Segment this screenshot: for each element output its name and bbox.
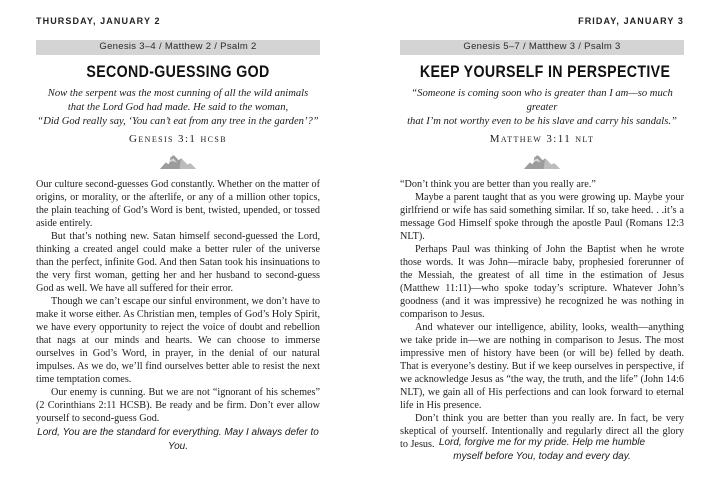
prayer-line: Lord, You are the standard for everything. May I always defer to You.	[37, 427, 319, 452]
scripture-quote	[400, 87, 684, 129]
body-paragraph: But that’s nothing new. Satan himself second-guessed the Lord, thinking a created angel could make a better ruler of the universe than the perfect, infinite God. And then Satan took his insinuations to the very first woman, getting her and her husband to second-guess God as well. We have all suffered for their error.	[36, 231, 320, 294]
devotion-body	[36, 178, 320, 425]
body-paragraph: And whatever our intelligence, ability, looks, wealth—anything we take pride in—we are nothing in comparison to Jesus. The most impressive men of history have been (or will be) felled by death. That is everyone’s destiny. But if we keep ourselves in perspective, if we acknowledge Jesus as “the way, the truth, and the life” (John 14:6 NLT), we gain all of His perfections and can look forward to eternal life in His presence.	[400, 322, 684, 411]
prayer-line: myself before You, today and every day.	[453, 451, 631, 462]
scripture-citation: Genesis 3:1 hcsb	[129, 133, 227, 145]
prayer-text	[400, 436, 684, 464]
body-paragraph: Maybe a parent taught that as you were growing up. Maybe your girlfriend or wife has said something similar. If so, take heed. . .it’s a message God Himself spoke through the apostle Paul (Romans 12:3 NLT).	[400, 192, 684, 242]
scripture-citation: Matthew 3:11 nlt	[489, 133, 595, 145]
date-heading: THURSDAY, JANUARY 2	[36, 16, 161, 26]
devotion-title: SECOND-GUESSING GOD	[86, 63, 270, 81]
body-paragraph: Our culture second-guesses God constantly. Whether on the matter of origins, or morality, or the afterlife, or any of a million other topics, the plain teaching of God’s Word is bent, twisted, upended, or tossed aside entirely.	[36, 179, 320, 229]
body-paragraph: “Don’t think you are better than you really are.”	[400, 179, 596, 190]
date-heading: FRIDAY, JANUARY 3	[578, 16, 684, 26]
right-page	[360, 0, 720, 504]
scripture-line: “Someone is coming soon who is greater than I am—so much greater	[411, 88, 673, 113]
prayer-line: Lord, forgive me for my pride. Help me humble	[438, 437, 646, 448]
scripture-line: “Did God really say, ‘You can’t eat from any tree in the garden’?”	[37, 116, 319, 127]
scripture-quote	[36, 87, 320, 129]
reading-reference-bar: Genesis 5–7 / Matthew 3 / Psalm 3	[400, 40, 684, 55]
scripture-line: that I’m not worthy even to be his slave and carry his sandals.”	[407, 116, 677, 127]
mountain-icon	[524, 152, 560, 169]
mountain-icon	[160, 152, 196, 169]
body-paragraph: Don’t think you are better than you really are. In fact, be very skeptical of yourself. Intentionally and regularly direct all the glory to Jesus.	[400, 413, 684, 450]
scripture-line: Now the serpent was the most cunning of all the wild animals	[47, 88, 309, 99]
devotion-title: KEEP YOURSELF IN PERSPECTIVE	[419, 63, 671, 81]
body-paragraph: Though we can’t escape our sinful environment, we don’t have to make it worse either. As Christian men, temples of God’s Holy Spirit, we have every opportunity to reject the voice of doubt and rebellion that nags at our minds and hearts. We can choose to immerse ourselves in God’s Word, in prayer, in the denial of our natural impulses. As we do, we’ll find ourselves better able to resist the next time temptation comes.	[36, 296, 320, 385]
devotion-body	[400, 178, 684, 451]
reading-reference-bar: Genesis 3–4 / Matthew 2 / Psalm 2	[36, 40, 320, 55]
body-paragraph: Our enemy is cunning. But we are not “ignorant of his schemes” (2 Corinthians 2:11 HCSB). Be ready and be firm. Don’t ever allow yourself to second-guess God.	[36, 387, 320, 424]
scripture-line: that the Lord God had made. He said to the woman,	[67, 102, 289, 113]
body-paragraph: Perhaps Paul was thinking of John the Baptist when he wrote those words. It was John—miracle baby, prophesied forerunner of the Messiah, the greatest of all time in the estimation of Jesus (Matthew 11:11)—who spoke today’s scripture. Whatever John’s goodness (and it was impressive) he recognized he was nothing in comparison to Jesus.	[400, 244, 684, 320]
prayer-text	[36, 426, 320, 454]
